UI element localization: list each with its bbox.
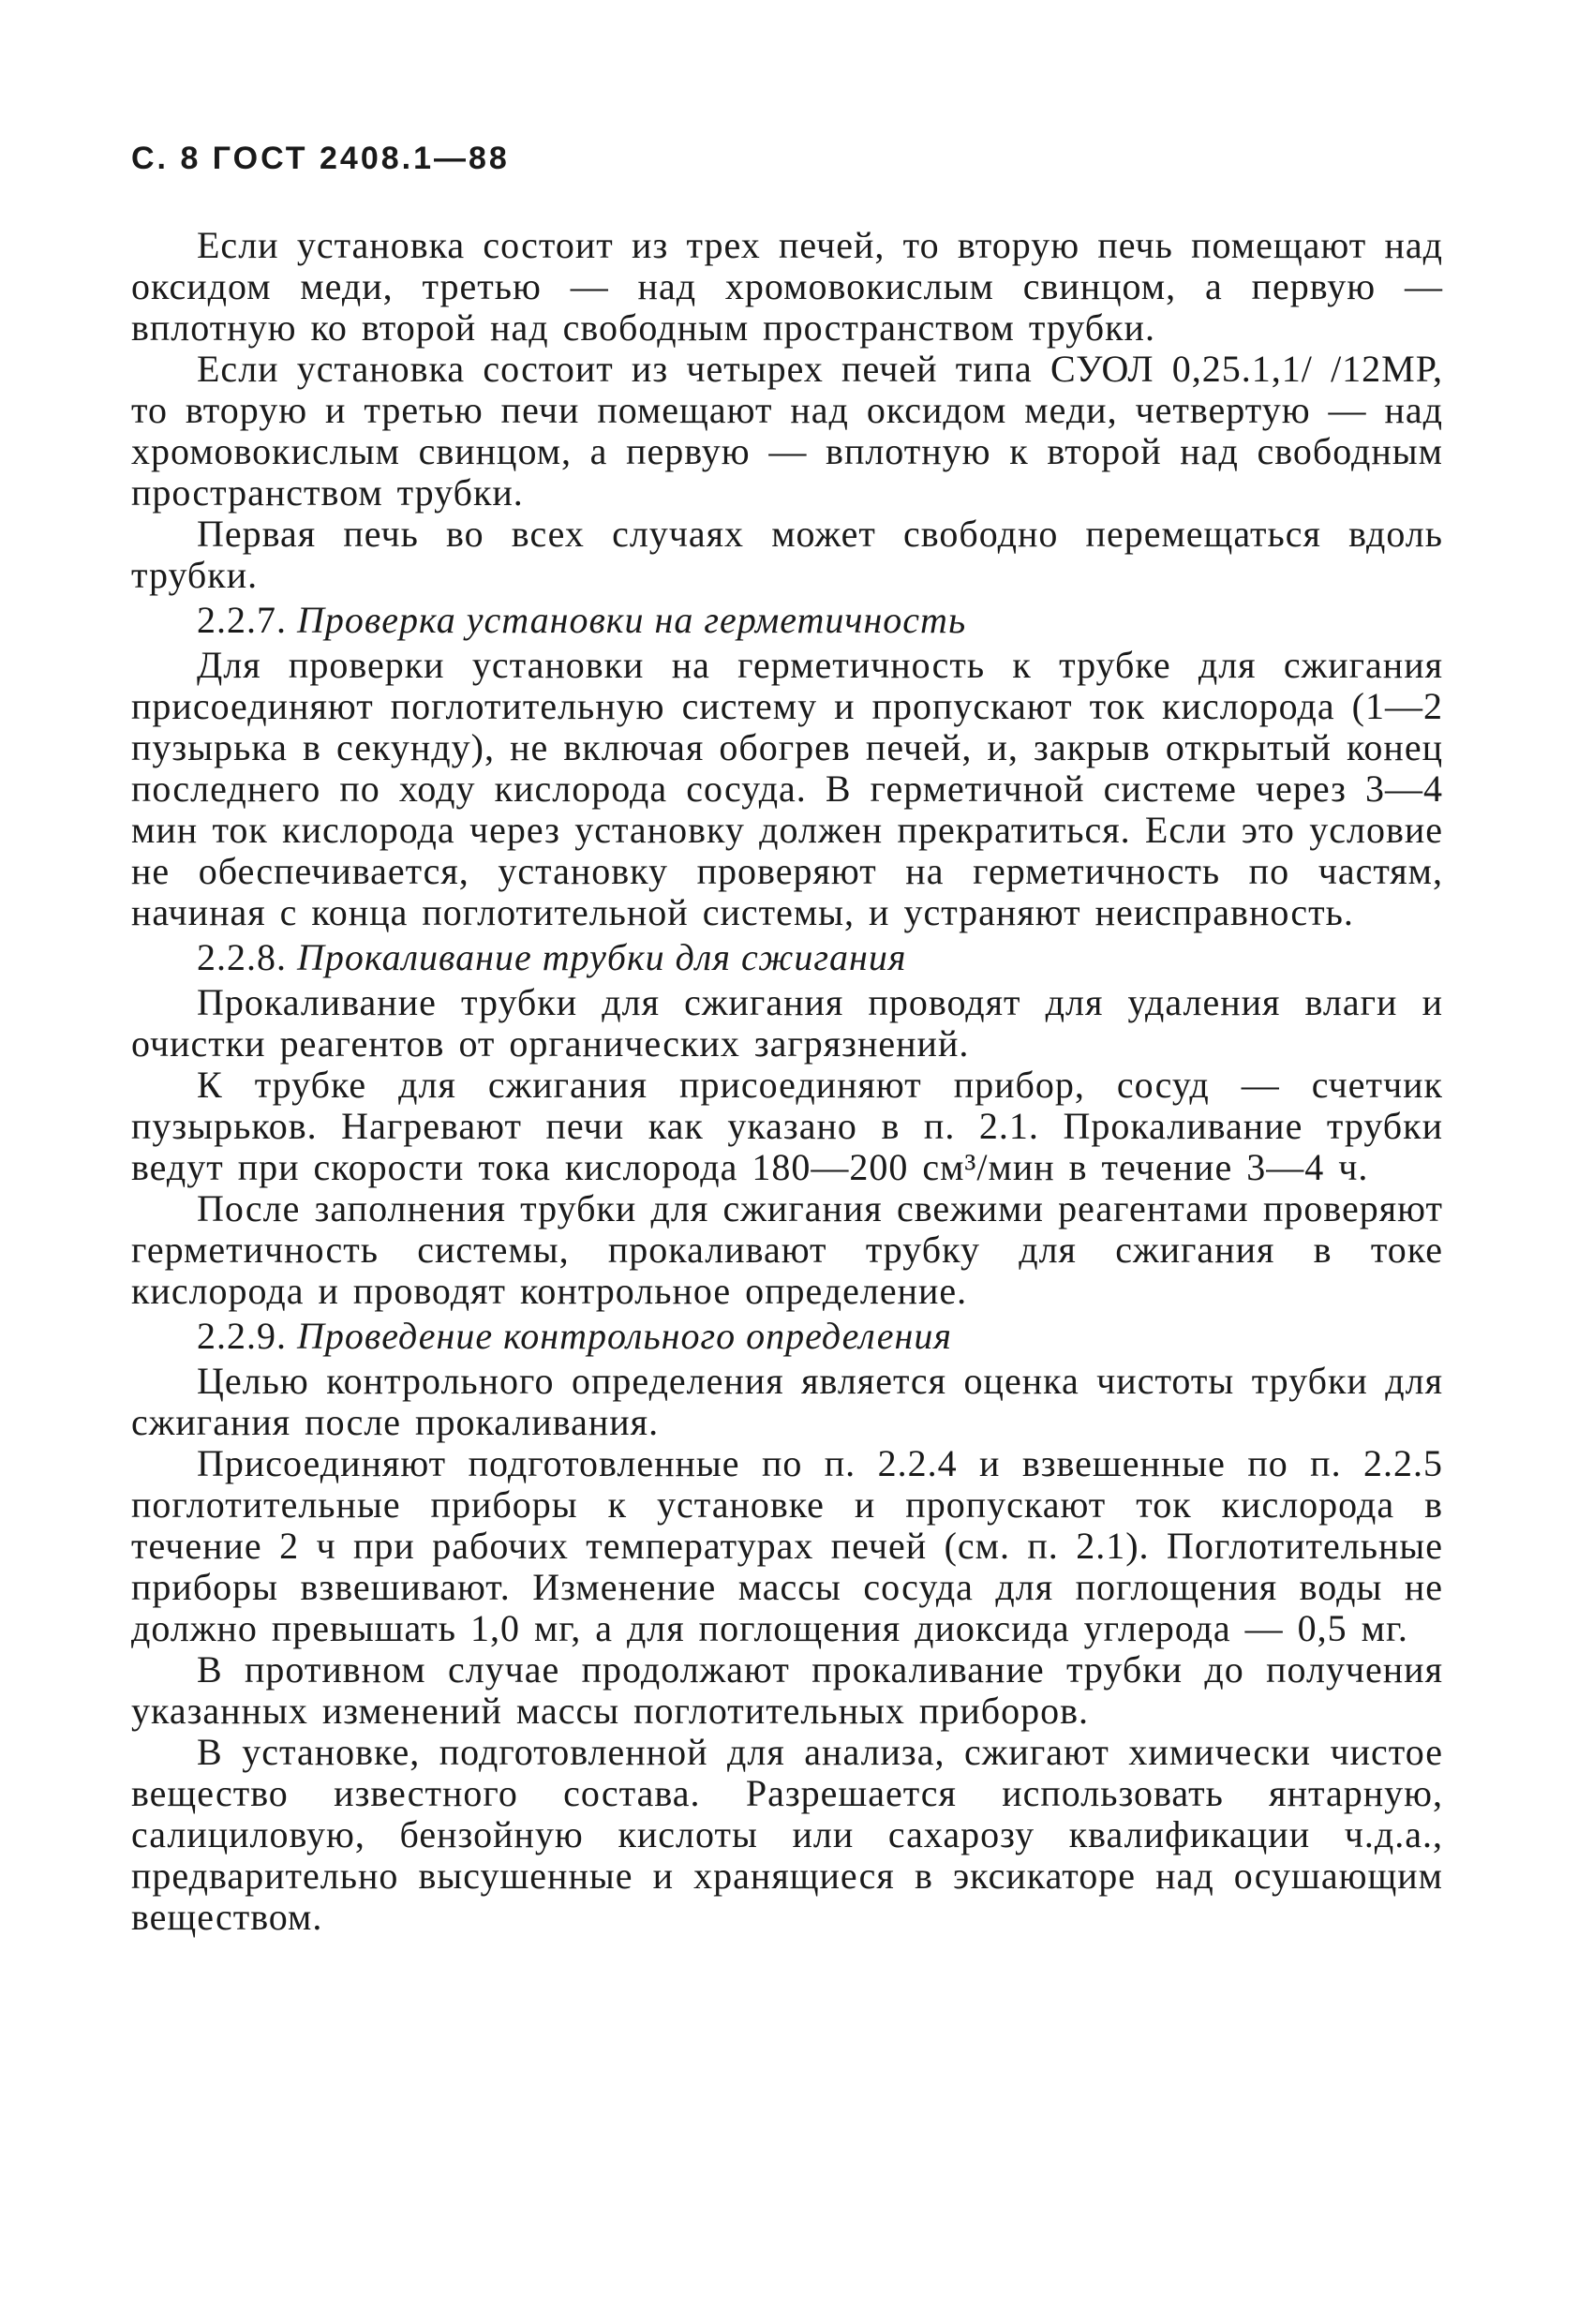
section-number: 2.2.7. <box>197 599 287 641</box>
paragraph-otherwise: В противном случае продолжают прокаливание трубки до получения указанных изменений массы поглотительных приборов. <box>131 1648 1443 1732</box>
section-number: 2.2.9. <box>197 1315 287 1357</box>
paragraph-control-procedure: Присоединяют подготовленные по п. 2.2.4 и взвешенные по п. 2.2.5 поглотительные приборы к установке и пропускают ток кислорода в течение 2 ч при рабочих температурах печей (см. п. 2.1). Поглотительные приборы взвешивают. Изменение массы сосуда для поглощения воды не должно превышать 1,0 мг, а для поглощения диоксида углерода — 0,5 мг. <box>131 1442 1443 1649</box>
paragraph-furnaces-three: Если установка состоит из трех печей, то вторую печь помещают над оксидом меди, третью — над хромовокислым свинцом, а первую — вплотную ко второй над свободным пространством трубки. <box>131 224 1443 349</box>
document-body <box>131 225 1443 1938</box>
paragraph-calcination-procedure: К трубке для сжигания присоединяют прибор, сосуд — счетчик пузырьков. Нагревают печи как указано в п. 2.1. Прокаливание трубки ведут при скорости тока кислорода 180—200 см³/мин в течение 3—4 ч. <box>131 1064 1443 1188</box>
section-heading-2-2-9 <box>131 1316 1443 1357</box>
section-title: Прокаливание трубки для сжигания <box>297 936 907 978</box>
section-heading-2-2-7 <box>131 600 1443 641</box>
section-title: Проверка установки на герметичность <box>297 599 967 641</box>
paragraph-calcination-purpose: Прокаливание трубки для сжигания проводят для удаления влаги и очистки реагентов от органических загрязнений. <box>131 981 1443 1065</box>
paragraph-after-filling: После заполнения трубки для сжигания свежими реагентами проверяют герметичность системы, прокаливают трубку для сжигания в токе кислорода и проводят контрольное определение. <box>131 1187 1443 1312</box>
section-number: 2.2.8. <box>197 936 287 978</box>
paragraph-reference-substance: В установке, подготовленной для анализа, сжигают химически чистое вещество известного состава. Разрешается использовать янтарную, салициловую, бензойную кислоты или сахарозу квалификации ч.д.а., предварительно высушенные и хранящиеся в эксикаторе над осушающим веществом. <box>131 1731 1443 1938</box>
page-header: С. 8 ГОСТ 2408.1—88 <box>131 141 510 176</box>
paragraph-furnaces-four: Если установка состоит из четырех печей типа СУОЛ 0,25.1,1/ /12МР, то вторую и третью печи помещают над оксидом меди, четвертую — над хромовокислым свинцом, а первую — вплотную к второй над свободным пространством трубки. <box>131 348 1443 514</box>
paragraph-first-furnace: Первая печь во всех случаях может свободно перемещаться вдоль трубки. <box>131 513 1443 596</box>
section-heading-2-2-8 <box>131 937 1443 978</box>
section-title: Проведение контрольного определения <box>297 1315 952 1357</box>
paragraph-leak-test: Для проверки установки на герметичность к трубке для сжигания присоединяют поглотительную систему и пропускают ток кислорода (1—2 пузырька в секунду), не включая обогрев печей, и, закрыв открытый конец последнего по ходу кислорода сосуда. В герметичной системе через 3—4 мин ток кислорода через установку должен прекратиться. Если это условие не обеспечивается, установку проверяют на герметичность по частям, начиная с конца поглотительной системы, и устраняют неисправность. <box>131 644 1443 933</box>
paragraph-control-purpose: Целью контрольного определения является оценка чистоты трубки для сжигания после прокаливания. <box>131 1360 1443 1443</box>
